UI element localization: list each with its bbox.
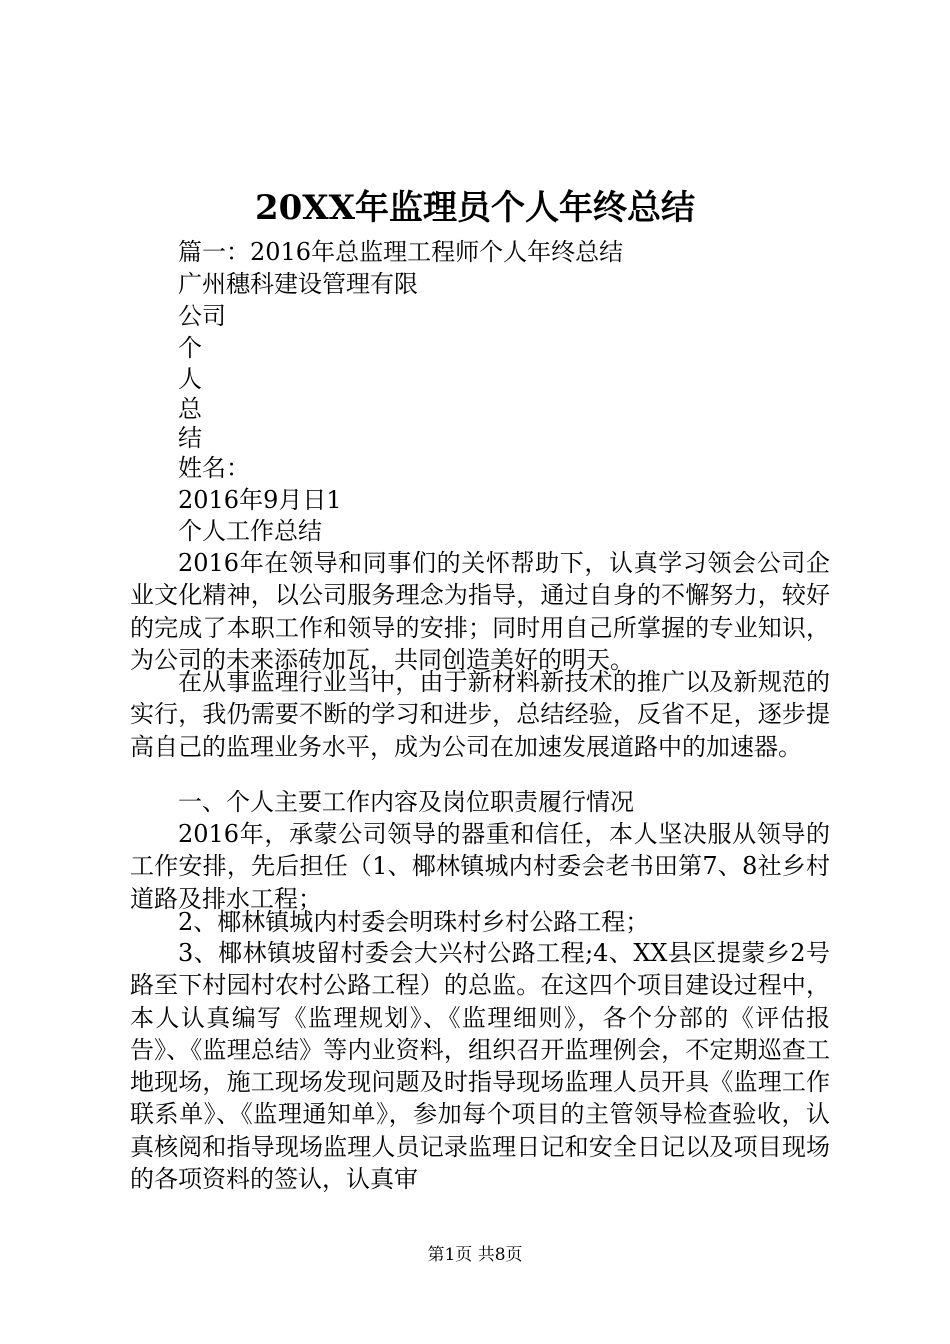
- paragraph-intro: 2016年在领导和同事们的关怀帮助下，认真学习领会公司企业文化精神，以公司服务理念为指导，通过自身的不懈努力，较好的完成了本职工作和领导的安排；同时用自己所掌握的专业知识，为公司的未来添砖加瓦，共同创造美好的明天。: [130, 549, 830, 674]
- paragraph-project-2: 2、椰林镇城内村委会明珠村乡村公路工程；: [178, 908, 650, 936]
- header-line-char-4: 结: [178, 424, 202, 452]
- header-line-section-title: 个人工作总结: [178, 517, 322, 545]
- header-line-char-2: 人: [178, 365, 202, 393]
- header-line-char-1: 个: [178, 334, 202, 362]
- section-heading-1: 一、个人主要工作内容及岗位职责履行情况: [178, 788, 634, 816]
- paragraph-learning: 在从事监理行业当中，由于新材料新技术的推广以及新规范的实行，我仍需要不断的学习和进步，总结经验，反省不足，逐步提高自己的监理业务水平，成为公司在加速发展道路中的加速器。: [130, 668, 830, 761]
- header-line-company: 广州穗科建设管理有限: [178, 270, 418, 298]
- header-line-company-suffix: 公司: [178, 302, 226, 330]
- header-line-date: 2016年9月日1: [178, 486, 342, 514]
- header-line-name: 姓名：: [178, 454, 250, 482]
- document-title: 20XX年监理员个人年终总结: [254, 188, 696, 228]
- header-line-char-3: 总: [178, 395, 202, 423]
- page-footer: 第1页 共8页: [427, 1245, 523, 1265]
- paragraph-project-3: 3、椰林镇坡留村委会大兴村公路工程;4、XX县区提蒙乡2号路至下村园村农村公路工程）的总监。在这四个项目建设过程中，本人认真编写《监理规划》、《监理细则》，各个分部的《评估报告》、《监理总结》等内业资料，组织召开监理例会，不定期巡查工地现场，施工现场发现问题及时指导现场监理人员开具《监理工作联系单》、《监理通知单》，参加每个项目的主管领导检查验收，认真核阅和指导现场监理人员记录监理日记和安全日记以及项目现场的各项资料的签认，认真审: [130, 939, 830, 1194]
- header-line-article: 篇一：2016年总监理工程师个人年终总结: [178, 238, 624, 266]
- paragraph-assignments: 2016年，承蒙公司领导的器重和信任，本人坚决服从领导的工作安排，先后担任（1、椰林镇城内村委会老书田第7、8社乡村道路及排水工程；: [130, 820, 830, 913]
